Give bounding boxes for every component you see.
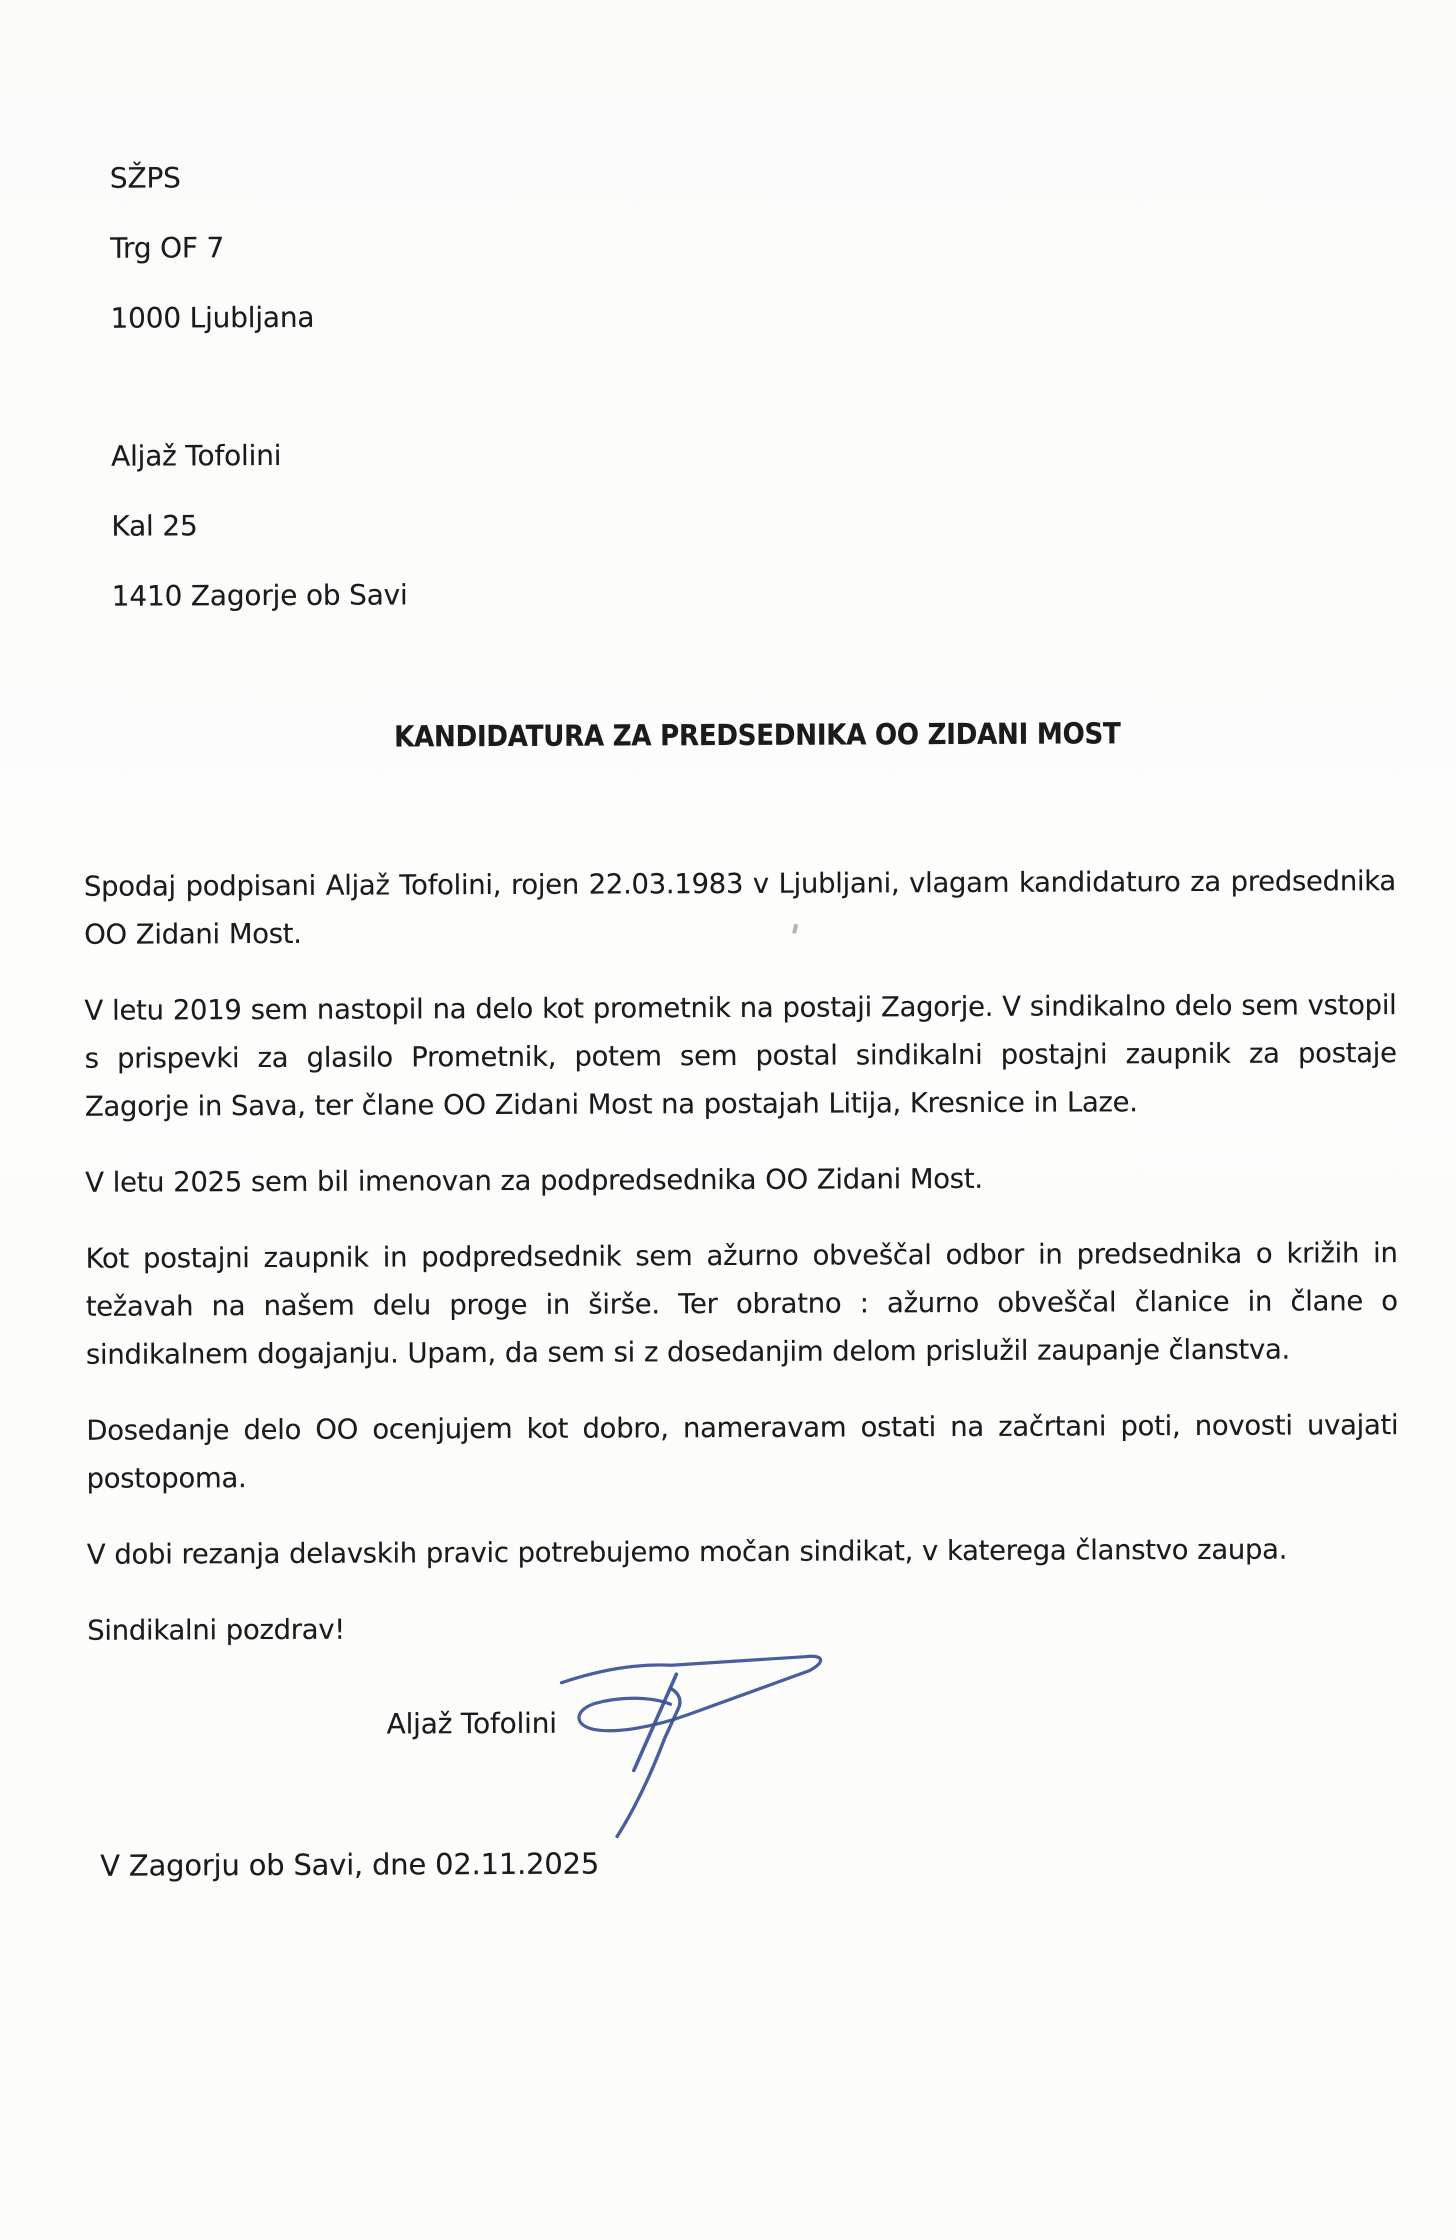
letter-paragraph-intro: Spodaj podpisani Aljaž Tofolini, rojen 22.03.1983 v Ljubljani, vlagam kandidaturo za predsednika OO Zidani Most. — [83, 865, 1397, 951]
recipient-address-block — [110, 160, 315, 371]
handwritten-signature — [555, 1649, 856, 1845]
sender-street: Kal 25 — [111, 509, 198, 543]
recipient-street: Trg OF 7 — [110, 231, 225, 265]
letter-paragraph-assessment: Dosedanje delo OO ocenjujem kot dobro, nameravam ostati na začrtani poti, novosti uvajati postopoma. — [86, 1409, 1399, 1495]
recipient-organization: SŽPS — [109, 161, 181, 195]
letter-body — [84, 857, 1400, 1683]
recipient-city: 1000 Ljubljana — [110, 300, 315, 335]
letter-title: KANDIDATURA ZA PREDSEDNIKA OO ZIDANI MOST — [393, 716, 1121, 754]
sender-name: Aljaž Tofolini — [111, 438, 282, 473]
letter-paragraph-appointment: V letu 2025 sem bil imenovan za podpredsednika OO Zidani Most. — [85, 1162, 983, 1199]
sender-address-block — [111, 437, 408, 648]
letter-paragraph-duties: Kot postajni zaupnik in podpredsednik sem ažurno obveščal odbor in predsednika o križih in težavah na našem delu proge in širše. Ter obratno : ažurno obveščal članice in člane o sindikalnem dogajanju. Upam, da sem si z dosedanjim delom prislužil zaupanje članstva. — [85, 1237, 1398, 1371]
sender-city: 1410 Zagorje ob Savi — [111, 578, 408, 613]
typed-signatory-name: Aljaž Tofolini — [386, 1706, 557, 1741]
place-date-line: V Zagorju ob Savi, dne 02.11.2025 — [100, 1846, 600, 1883]
letter-paragraph-career: V letu 2019 sem nastopil na delo kot prometnik na postaji Zagorje. V sindikalno delo sem vstopil s prispevki za glasilo Prometnik, potem sem postal sindikalni postajni zaupnik za postaje Zagorje in Sava, ter člane OO Zidani Most na postajah Litija, Kresnice in Laze. — [84, 989, 1397, 1123]
letter-paragraph-union: V dobi rezanja delavskih pravic potrebujemo močan sindikat, v katerega članstvo zaupa. — [86, 1533, 1288, 1571]
closing-salutation: Sindikalni pozdrav! — [87, 1613, 346, 1647]
